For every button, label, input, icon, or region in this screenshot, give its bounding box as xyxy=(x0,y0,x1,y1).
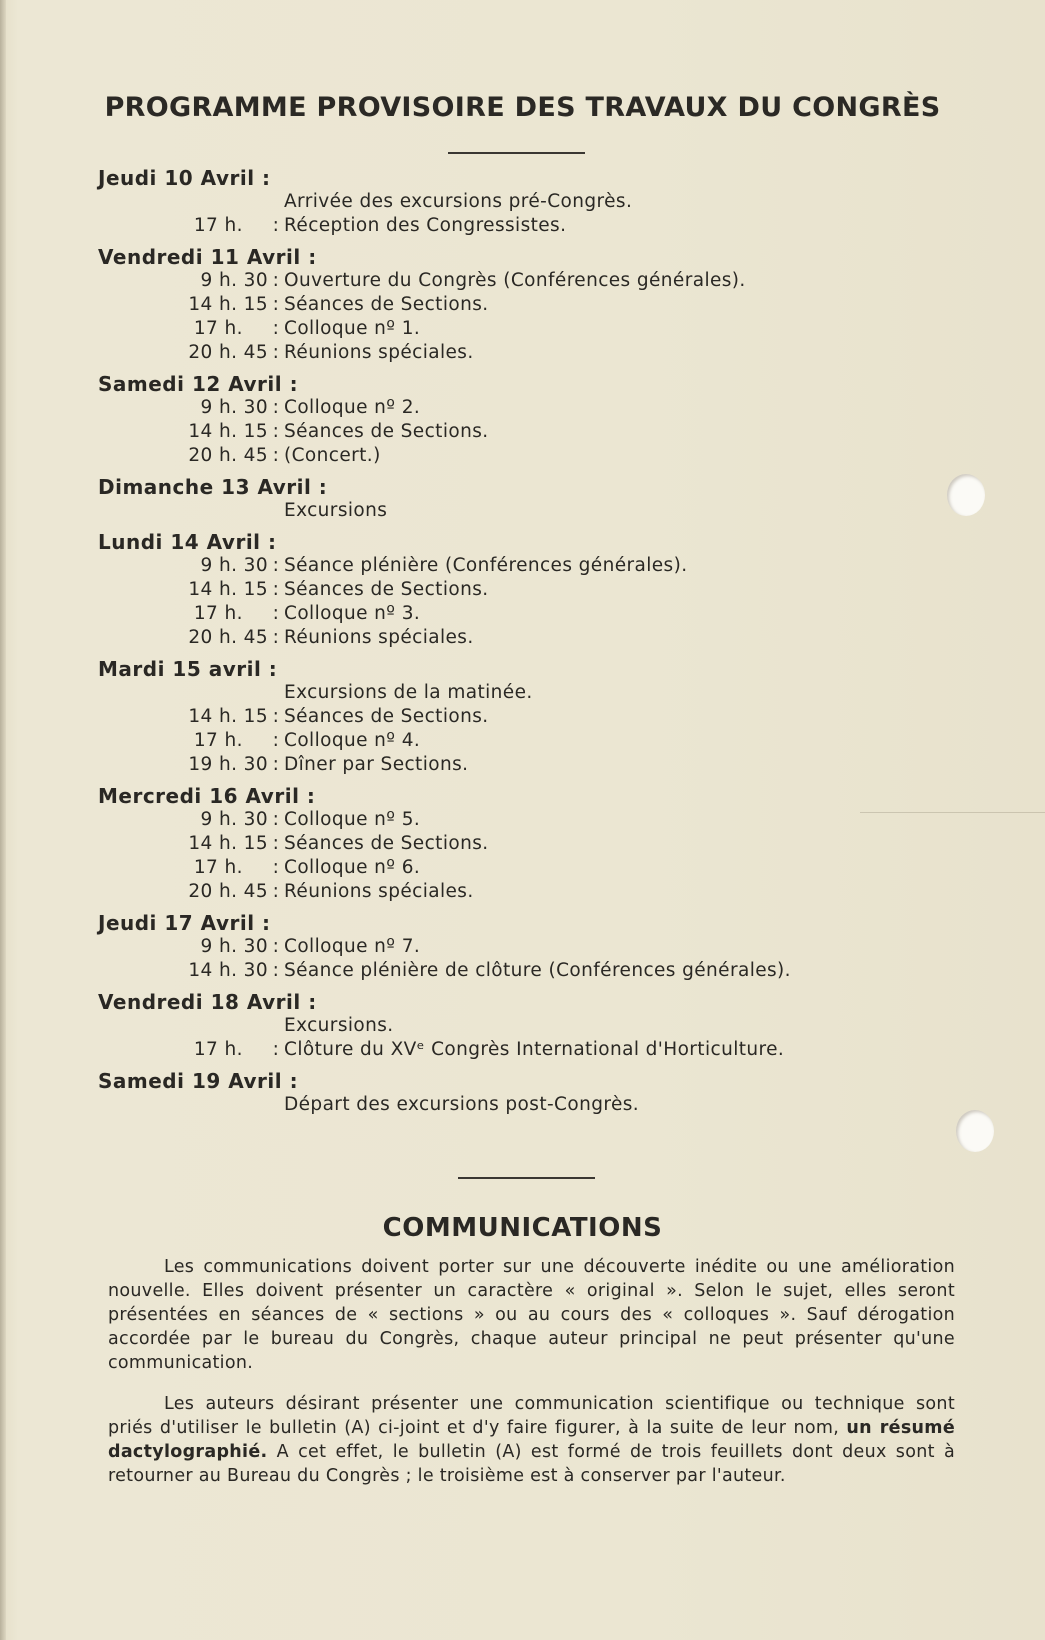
event-description: Séances de Sections. xyxy=(284,294,489,315)
event-time: 9 h. 30 xyxy=(200,270,268,291)
schedule-row xyxy=(98,317,958,341)
day-label: Dimanche 13 Avril : xyxy=(98,475,328,499)
schedule-row xyxy=(98,602,958,626)
day-label: Lundi 14 Avril : xyxy=(98,530,277,554)
event-description: Réunions spéciales. xyxy=(284,627,474,648)
time-separator: : xyxy=(272,579,280,600)
schedule-day xyxy=(98,990,958,1062)
event-time: 9 h. 30 xyxy=(200,397,268,418)
time-separator xyxy=(268,1014,284,1038)
time-separator: : xyxy=(272,754,280,775)
communications-title: COMMUNICATIONS xyxy=(382,1213,663,1243)
time-separator: : xyxy=(272,421,280,442)
event-time: 19 h. 30 xyxy=(188,754,268,775)
paper-edge xyxy=(0,0,6,1640)
schedule-row xyxy=(98,681,958,705)
event-time: 20 h. 45 xyxy=(188,881,268,902)
time-separator: : xyxy=(272,730,280,751)
event-time: 17 h. xyxy=(193,857,268,878)
day-label: Vendredi 18 Avril : xyxy=(98,990,317,1014)
schedule-row xyxy=(98,856,958,880)
schedule-row xyxy=(98,214,958,238)
schedule-row xyxy=(98,444,958,468)
event-time: 20 h. 45 xyxy=(188,342,268,363)
schedule-row xyxy=(98,808,958,832)
day-label: Vendredi 11 Avril : xyxy=(98,245,317,269)
time-separator: : xyxy=(272,603,280,624)
event-description: Colloque nº 2. xyxy=(284,397,421,418)
schedule-row xyxy=(98,626,958,650)
event-time xyxy=(98,190,268,214)
event-time xyxy=(98,1014,268,1038)
schedule-row xyxy=(98,959,958,983)
time-separator: : xyxy=(272,555,280,576)
schedule-row xyxy=(98,832,958,856)
event-time xyxy=(98,499,268,523)
time-separator: : xyxy=(272,833,280,854)
time-separator xyxy=(268,190,284,214)
event-description: Colloque nº 3. xyxy=(284,603,421,624)
day-label: Samedi 19 Avril : xyxy=(98,1069,299,1093)
time-separator xyxy=(268,681,284,705)
time-separator: : xyxy=(272,960,280,981)
schedule-day xyxy=(98,475,958,523)
day-label: Jeudi 17 Avril : xyxy=(98,911,271,935)
time-separator: : xyxy=(272,270,280,291)
event-description: Excursions. xyxy=(284,1015,394,1036)
event-time xyxy=(98,681,268,705)
event-description: Séances de Sections. xyxy=(284,833,489,854)
event-time: 9 h. 30 xyxy=(200,555,268,576)
schedule-row xyxy=(98,1093,958,1117)
event-description: Séances de Sections. xyxy=(284,421,489,442)
event-time: 14 h. 30 xyxy=(188,960,268,981)
schedule-row xyxy=(98,1014,958,1038)
punch-hole-lower xyxy=(956,1110,994,1152)
event-time: 9 h. 30 xyxy=(200,809,268,830)
time-separator: : xyxy=(272,294,280,315)
time-separator: : xyxy=(272,936,280,957)
paragraph-2-bold: un résumé dactylographié. xyxy=(108,1418,955,1462)
event-description: Dîner par Sections. xyxy=(284,754,469,775)
event-description: Départ des excursions post-Congrès. xyxy=(284,1094,640,1115)
event-time: 14 h. 15 xyxy=(188,579,268,600)
event-description: Colloque nº 5. xyxy=(284,809,421,830)
time-separator: : xyxy=(272,627,280,648)
time-separator: : xyxy=(272,1039,280,1060)
section-rule xyxy=(458,1177,595,1179)
event-description: Séances de Sections. xyxy=(284,579,489,600)
day-label: Jeudi 10 Avril : xyxy=(98,166,271,190)
schedule-row xyxy=(98,1038,958,1062)
day-label: Mercredi 16 Avril : xyxy=(98,784,316,808)
schedule-row xyxy=(98,269,958,293)
time-separator: : xyxy=(272,397,280,418)
paragraph-2-text-b: A cet effet, le bulletin (A) est formé de trois feuillets dont deux sont à retourner au Bureau du Congrès ; le troisième est à conserver par l'auteur. xyxy=(108,1442,955,1486)
schedule xyxy=(98,166,958,1124)
time-separator: : xyxy=(272,318,280,339)
event-description: Séance plénière de clôture (Conférences générales). xyxy=(284,960,791,981)
event-description: Colloque nº 1. xyxy=(284,318,421,339)
schedule-row xyxy=(98,420,958,444)
schedule-row xyxy=(98,705,958,729)
time-separator xyxy=(268,1093,284,1117)
event-description: Excursions de la matinée. xyxy=(284,682,533,703)
event-time: 14 h. 15 xyxy=(188,294,268,315)
event-time: 20 h. 45 xyxy=(188,627,268,648)
schedule-row xyxy=(98,554,958,578)
paragraph-2-text-a: Les auteurs désirant présenter une communication scientifique ou technique sont priés d'utiliser le bulletin (A) ci-joint et d'y faire figurer, à la suite de leur nom, xyxy=(108,1394,955,1438)
event-description: Ouverture du Congrès (Conférences générales). xyxy=(284,270,746,291)
event-description: Réunions spéciales. xyxy=(284,342,474,363)
schedule-row xyxy=(98,396,958,420)
schedule-day xyxy=(98,784,958,904)
event-time: 17 h. xyxy=(193,730,268,751)
schedule-row xyxy=(98,341,958,365)
event-description: Séances de Sections. xyxy=(284,706,489,727)
schedule-row xyxy=(98,578,958,602)
schedule-day xyxy=(98,245,958,365)
page-title: PROGRAMME PROVISOIRE DES TRAVAUX DU CONGRÈS xyxy=(104,92,941,123)
event-time xyxy=(98,1093,268,1117)
schedule-row xyxy=(98,753,958,777)
schedule-day xyxy=(98,657,958,777)
time-separator: : xyxy=(272,881,280,902)
schedule-row xyxy=(98,190,958,214)
event-description: Arrivée des excursions pré-Congrès. xyxy=(284,191,633,212)
time-separator: : xyxy=(272,215,280,236)
event-time: 9 h. 30 xyxy=(200,936,268,957)
event-description: Réunions spéciales. xyxy=(284,881,474,902)
schedule-day xyxy=(98,166,958,238)
schedule-row xyxy=(98,880,958,904)
event-description: Réception des Congressistes. xyxy=(284,215,567,236)
time-separator: : xyxy=(272,706,280,727)
event-time: 17 h. xyxy=(193,215,268,236)
event-description: Colloque nº 7. xyxy=(284,936,421,957)
communications-paragraph-1: Les communications doivent porter sur une découverte inédite ou une amélioration nouvelle. Elles doivent présenter un caractère « original ». Selon le sujet, elles seront présentées en séances de « sections » ou au cours des « colloques ». Sauf dérogation accordée par le bureau du Congrès, chaque auteur principal ne peut présenter qu'une communication. xyxy=(108,1257,955,1373)
time-separator xyxy=(268,499,284,523)
day-label: Mardi 15 avril : xyxy=(98,657,278,681)
event-description: Colloque nº 6. xyxy=(284,857,421,878)
time-separator: : xyxy=(272,809,280,830)
time-separator: : xyxy=(272,445,280,466)
schedule-row xyxy=(98,935,958,959)
event-time: 17 h. xyxy=(193,603,268,624)
schedule-row xyxy=(98,729,958,753)
event-description: (Concert.) xyxy=(284,445,381,466)
event-time: 17 h. xyxy=(193,1039,268,1060)
event-description: Clôture du XVᵉ Congrès International d'Horticulture. xyxy=(284,1039,785,1060)
title-rule xyxy=(448,152,585,154)
schedule-row xyxy=(98,293,958,317)
schedule-row xyxy=(98,499,958,523)
schedule-day xyxy=(98,530,958,650)
time-separator: : xyxy=(272,857,280,878)
day-label: Samedi 12 Avril : xyxy=(98,372,299,396)
event-time: 20 h. 45 xyxy=(188,445,268,466)
event-description: Excursions xyxy=(284,500,388,521)
event-description: Colloque nº 4. xyxy=(284,730,421,751)
event-time: 14 h. 15 xyxy=(188,421,268,442)
event-description: Séance plénière (Conférences générales). xyxy=(284,555,688,576)
schedule-day xyxy=(98,1069,958,1117)
schedule-day xyxy=(98,372,958,468)
event-time: 14 h. 15 xyxy=(188,706,268,727)
schedule-day xyxy=(98,911,958,983)
event-time: 14 h. 15 xyxy=(188,833,268,854)
time-separator: : xyxy=(272,342,280,363)
event-time: 17 h. xyxy=(193,318,268,339)
communications-paragraph-2 xyxy=(108,1392,955,1488)
